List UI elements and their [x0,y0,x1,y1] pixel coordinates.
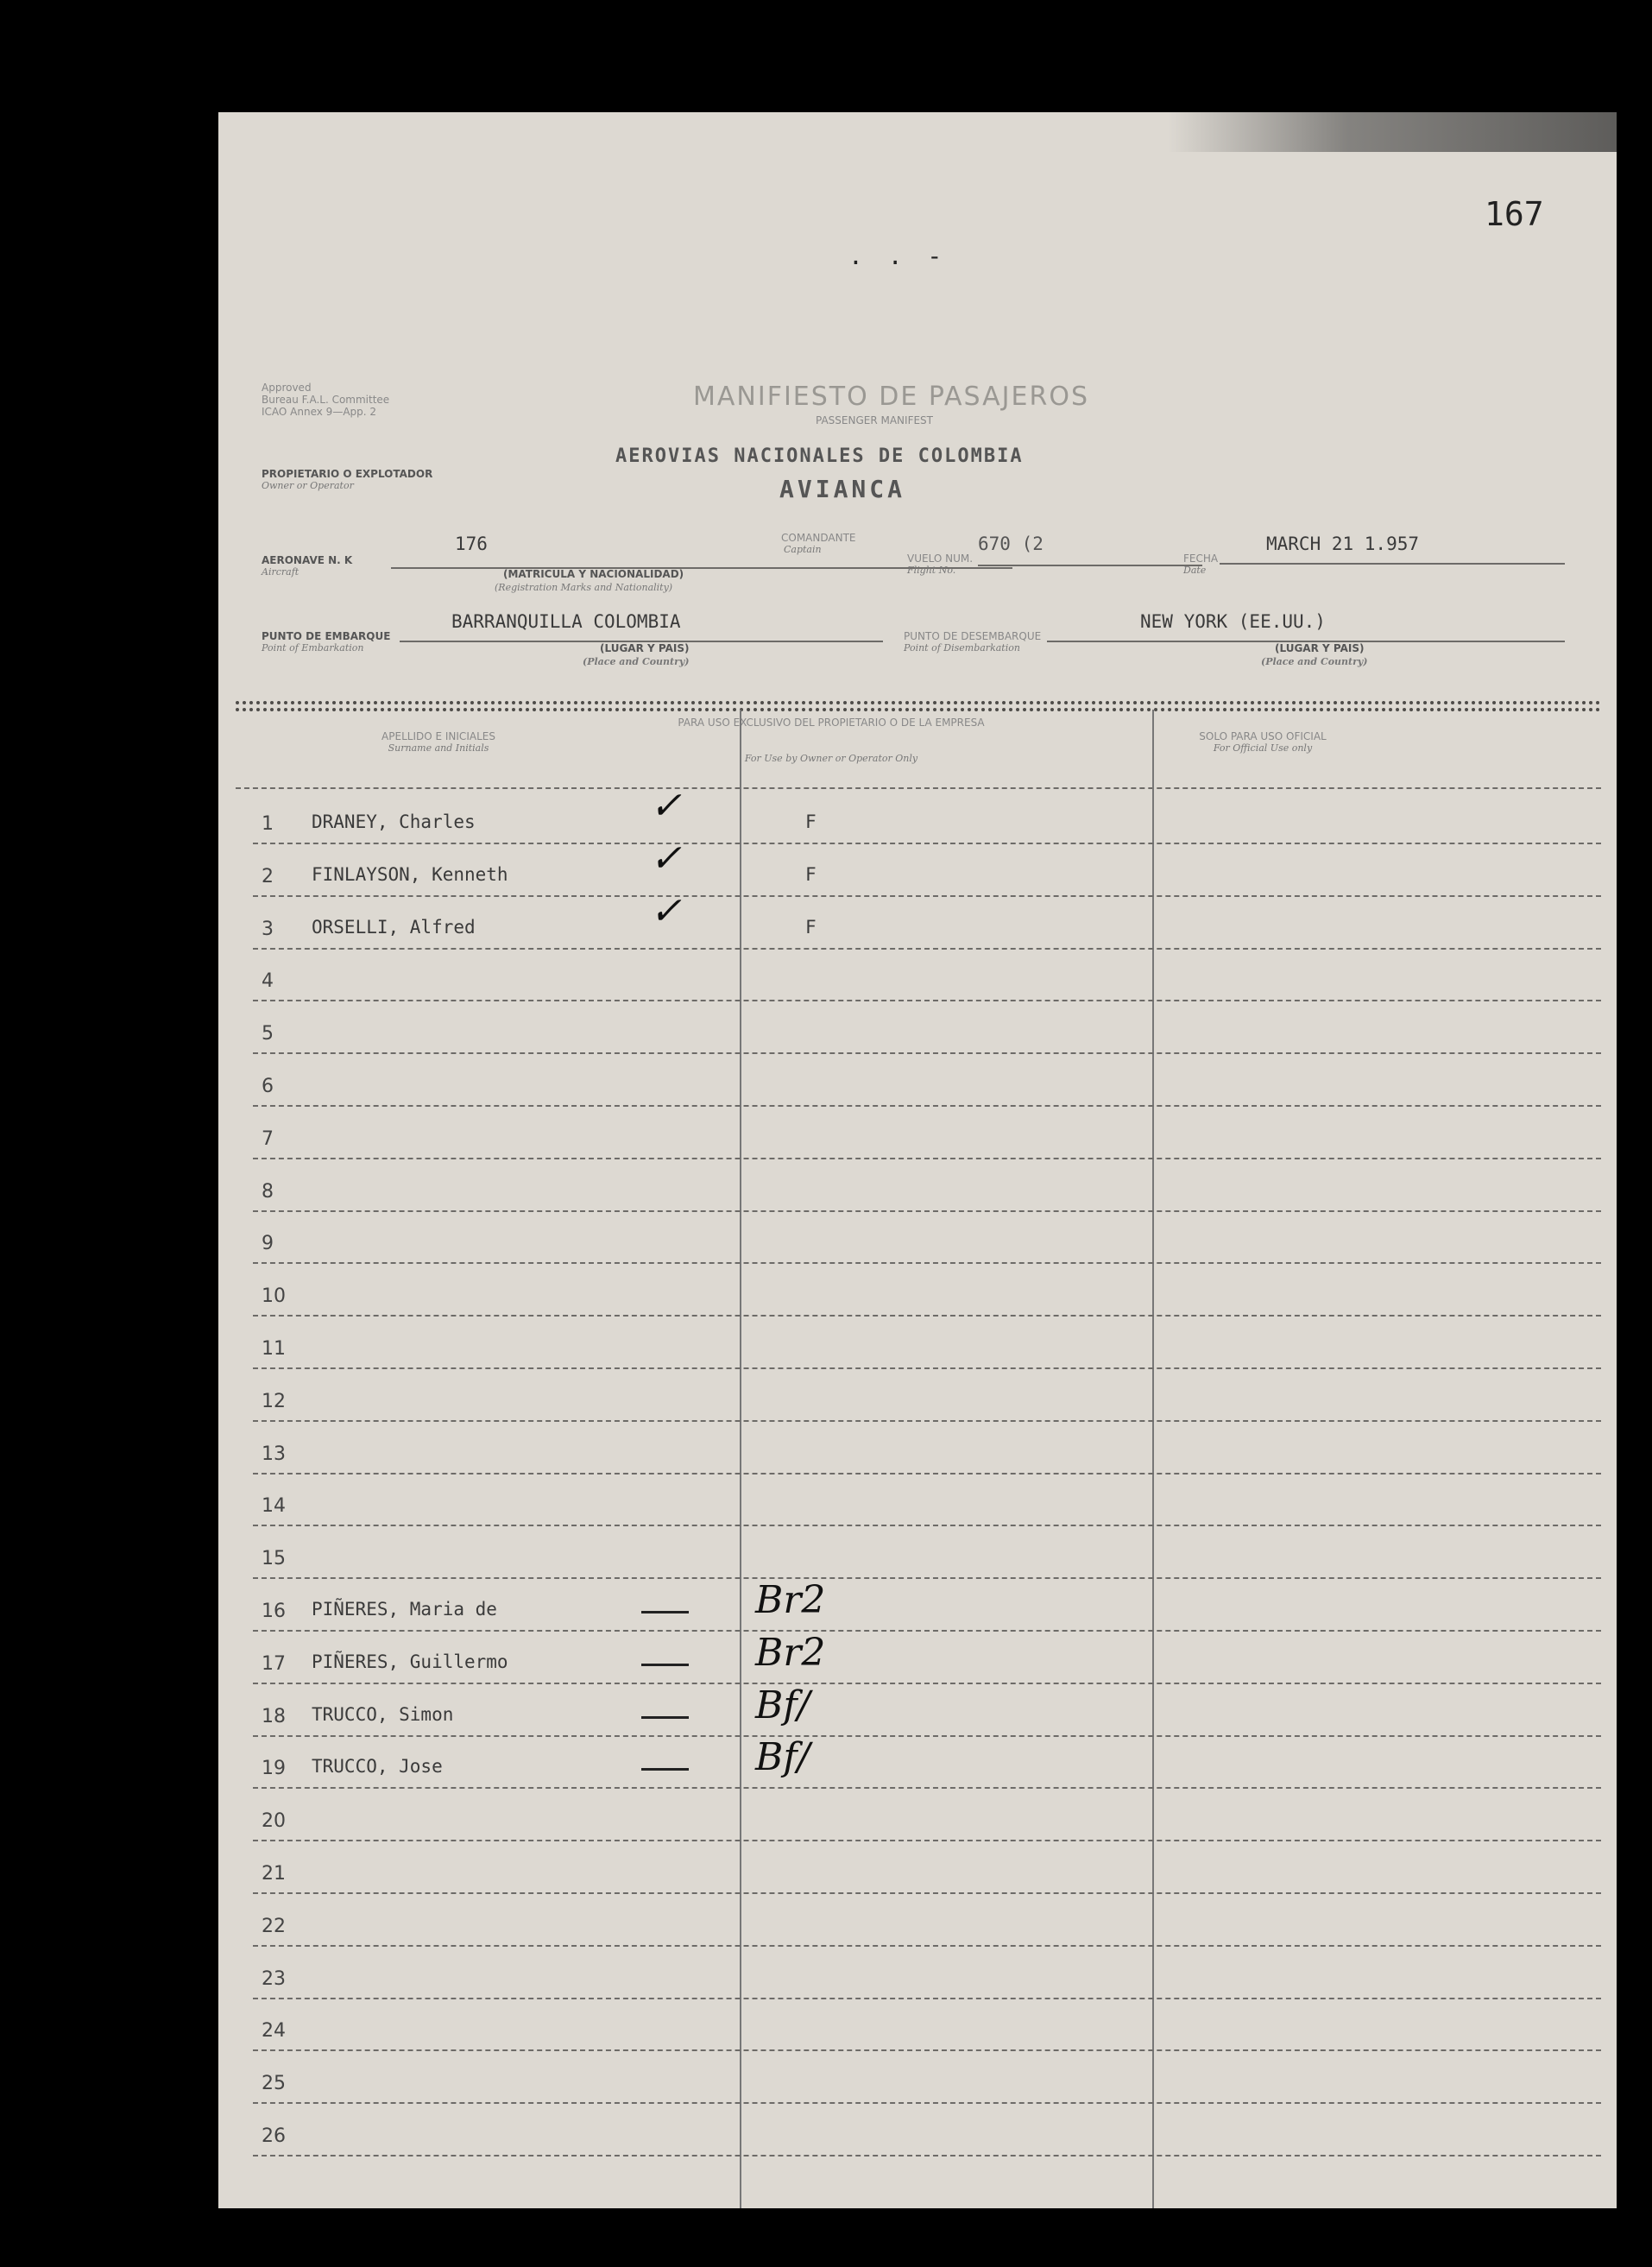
row-rule [253,1945,1601,1947]
row-number: 18 [262,1706,286,1727]
passenger-name: PIÑERES, Maria de [312,1599,497,1620]
row-rule [253,1367,1601,1369]
passenger-name: FINLAYSON, Kenneth [312,864,508,885]
row-number: 22 [262,1916,286,1937]
commander-label-en: Captain [784,544,822,555]
owner-value-2: AVIANCA [779,475,906,503]
col1-sub: Surname and Initials [388,742,489,754]
row-number: 26 [262,2125,286,2147]
col1-title: APELLIDO E INICIALES [381,730,495,742]
row-rule [253,1052,1601,1054]
column-divider-2 [1152,710,1154,2208]
operator-mark: F [805,811,817,832]
row-rule [253,1787,1601,1789]
embark-sub: (LUGAR Y PAIS) [600,642,690,654]
row-rule [253,1262,1601,1264]
date-label-en: Date [1183,565,1207,576]
row-rule [253,1210,1601,1212]
row-number: 16 [262,1601,286,1622]
row-rule [253,1315,1601,1317]
operator-mark: F [805,864,817,885]
row-rule [253,1577,1601,1579]
row-number: 10 [262,1285,286,1307]
row-number: 5 [262,1023,274,1045]
row-number: 2 [262,866,274,887]
scan-dots: . . - [848,242,948,270]
disembark-sub: (LUGAR Y PAIS) [1275,642,1365,654]
row-number: 9 [262,1233,274,1254]
row-rule [253,1105,1601,1107]
row-rule [253,1473,1601,1474]
passenger-name: TRUCCO, Jose [312,1756,443,1777]
flight-label-en: Flight No. [907,565,956,576]
embark-sub-en: (Place and Country) [583,656,690,667]
check-mark-icon: ✓ [650,889,682,933]
flight-value: 670 (2 [978,534,1044,554]
embark-label-en: Point of Embarkation [262,642,364,654]
manifest-title: MANIFIESTO DE PASAJEROS [693,382,1089,412]
date-label: FECHA [1183,553,1219,565]
row-number: 6 [262,1076,274,1097]
owner-label-en: Owner or Operator [262,480,354,491]
column-divider-1 [740,710,741,2208]
hand-dash [641,1611,689,1613]
row-number: 13 [262,1443,286,1465]
approval-line-2: Bureau F.A.L. Committee [262,394,390,406]
row-number: 23 [262,1968,286,1990]
manifest-sheet [218,112,1617,2208]
hand-dash [641,1664,689,1666]
col3-sub: For Official Use only [1213,742,1313,754]
disembark-label-en: Point of Disembarkation [904,642,1020,654]
row-number: 20 [262,1810,286,1832]
row-rule [253,1420,1601,1422]
commander-label: COMANDANTE [781,532,856,544]
owner-label: PROPIETARIO O EXPLOTADOR [262,468,433,480]
col2-sub: For Use by Owner or Operator Only [744,753,918,764]
hand-dash [641,1716,689,1719]
row-rule [253,1735,1601,1737]
row-number: 14 [262,1495,286,1517]
row-rule [253,1892,1601,1894]
aircraft-label-en: Aircraft [262,566,300,578]
disembark-label: PUNTO DE DESEMBARQUE [904,630,1042,642]
aircraft-value: 176 [455,534,488,554]
row-number: 1 [262,813,274,835]
check-mark-icon: ✓ [650,837,682,881]
row-rule [253,1158,1601,1159]
row-rule [253,2155,1601,2156]
aircraft-label: AERONAVE N. K [262,554,353,566]
approval-line-3: ICAO Annex 9—App. 2 [262,406,377,418]
page-number: 167 [1485,195,1544,233]
col3-title: SOLO PARA USO OFICIAL [1199,730,1327,742]
row-rule [253,2049,1601,2051]
row-number: 21 [262,1863,286,1885]
passenger-name: DRANEY, Charles [312,811,476,832]
embark-label: PUNTO DE EMBARQUE [262,630,391,642]
manifest-subtitle: PASSENGER MANIFEST [815,414,933,426]
col2-title: PARA USO EXCLUSIVO DEL PROPIETARIO O DE LA EMPRESA [678,717,985,729]
row-number: 8 [262,1181,274,1203]
row-number: 25 [262,2073,286,2094]
row-rule [253,1525,1601,1526]
row-number: 15 [262,1548,286,1569]
handwritten-code: Bf/ [755,1735,810,1779]
hand-dash [641,1768,689,1771]
row-rule [253,948,1601,950]
date-value: MARCH 21 1.957 [1266,534,1420,554]
approval-line-1: Approved [262,382,312,394]
handwritten-code: Br2 [755,1578,826,1622]
row-number: 7 [262,1128,274,1150]
row-rule [253,1000,1601,1001]
row-number: 19 [262,1758,286,1779]
row-rule [253,1683,1601,1684]
disembark-value: NEW YORK (EE.UU.) [1140,611,1326,632]
aircraft-sub-en: (Registration Marks and Nationality) [495,582,673,593]
row-number: 11 [262,1338,286,1360]
row-rule [253,843,1601,844]
handwritten-code: Br2 [755,1631,826,1675]
row-number: 4 [262,970,274,992]
embark-value: BARRANQUILLA COLOMBIA [451,611,681,632]
operator-mark: F [805,917,817,938]
row-number: 17 [262,1653,286,1675]
disembark-sub-en: (Place and Country) [1261,656,1368,667]
aircraft-sub: (MATRICULA Y NACIONALIDAD) [503,568,684,580]
row-rule [253,1840,1601,1841]
passenger-name: PIÑERES, Guillermo [312,1651,508,1672]
row-number: 3 [262,919,274,940]
row-rule [253,1630,1601,1632]
row-rule [253,2102,1601,2104]
passenger-name: ORSELLI, Alfred [312,917,476,938]
check-mark-icon: ✓ [650,784,682,828]
scan-shadow [1168,112,1617,152]
owner-value: AEROVIAS NACIONALES DE COLOMBIA [615,445,1024,467]
row-rule [253,1998,1601,1999]
passenger-name: TRUCCO, Simon [312,1704,454,1725]
row-number: 24 [262,2020,286,2042]
flight-label: VUELO NUM. [907,553,974,565]
row-rule [253,895,1601,897]
row-number: 12 [262,1391,286,1412]
handwritten-code: Bf/ [755,1683,810,1727]
